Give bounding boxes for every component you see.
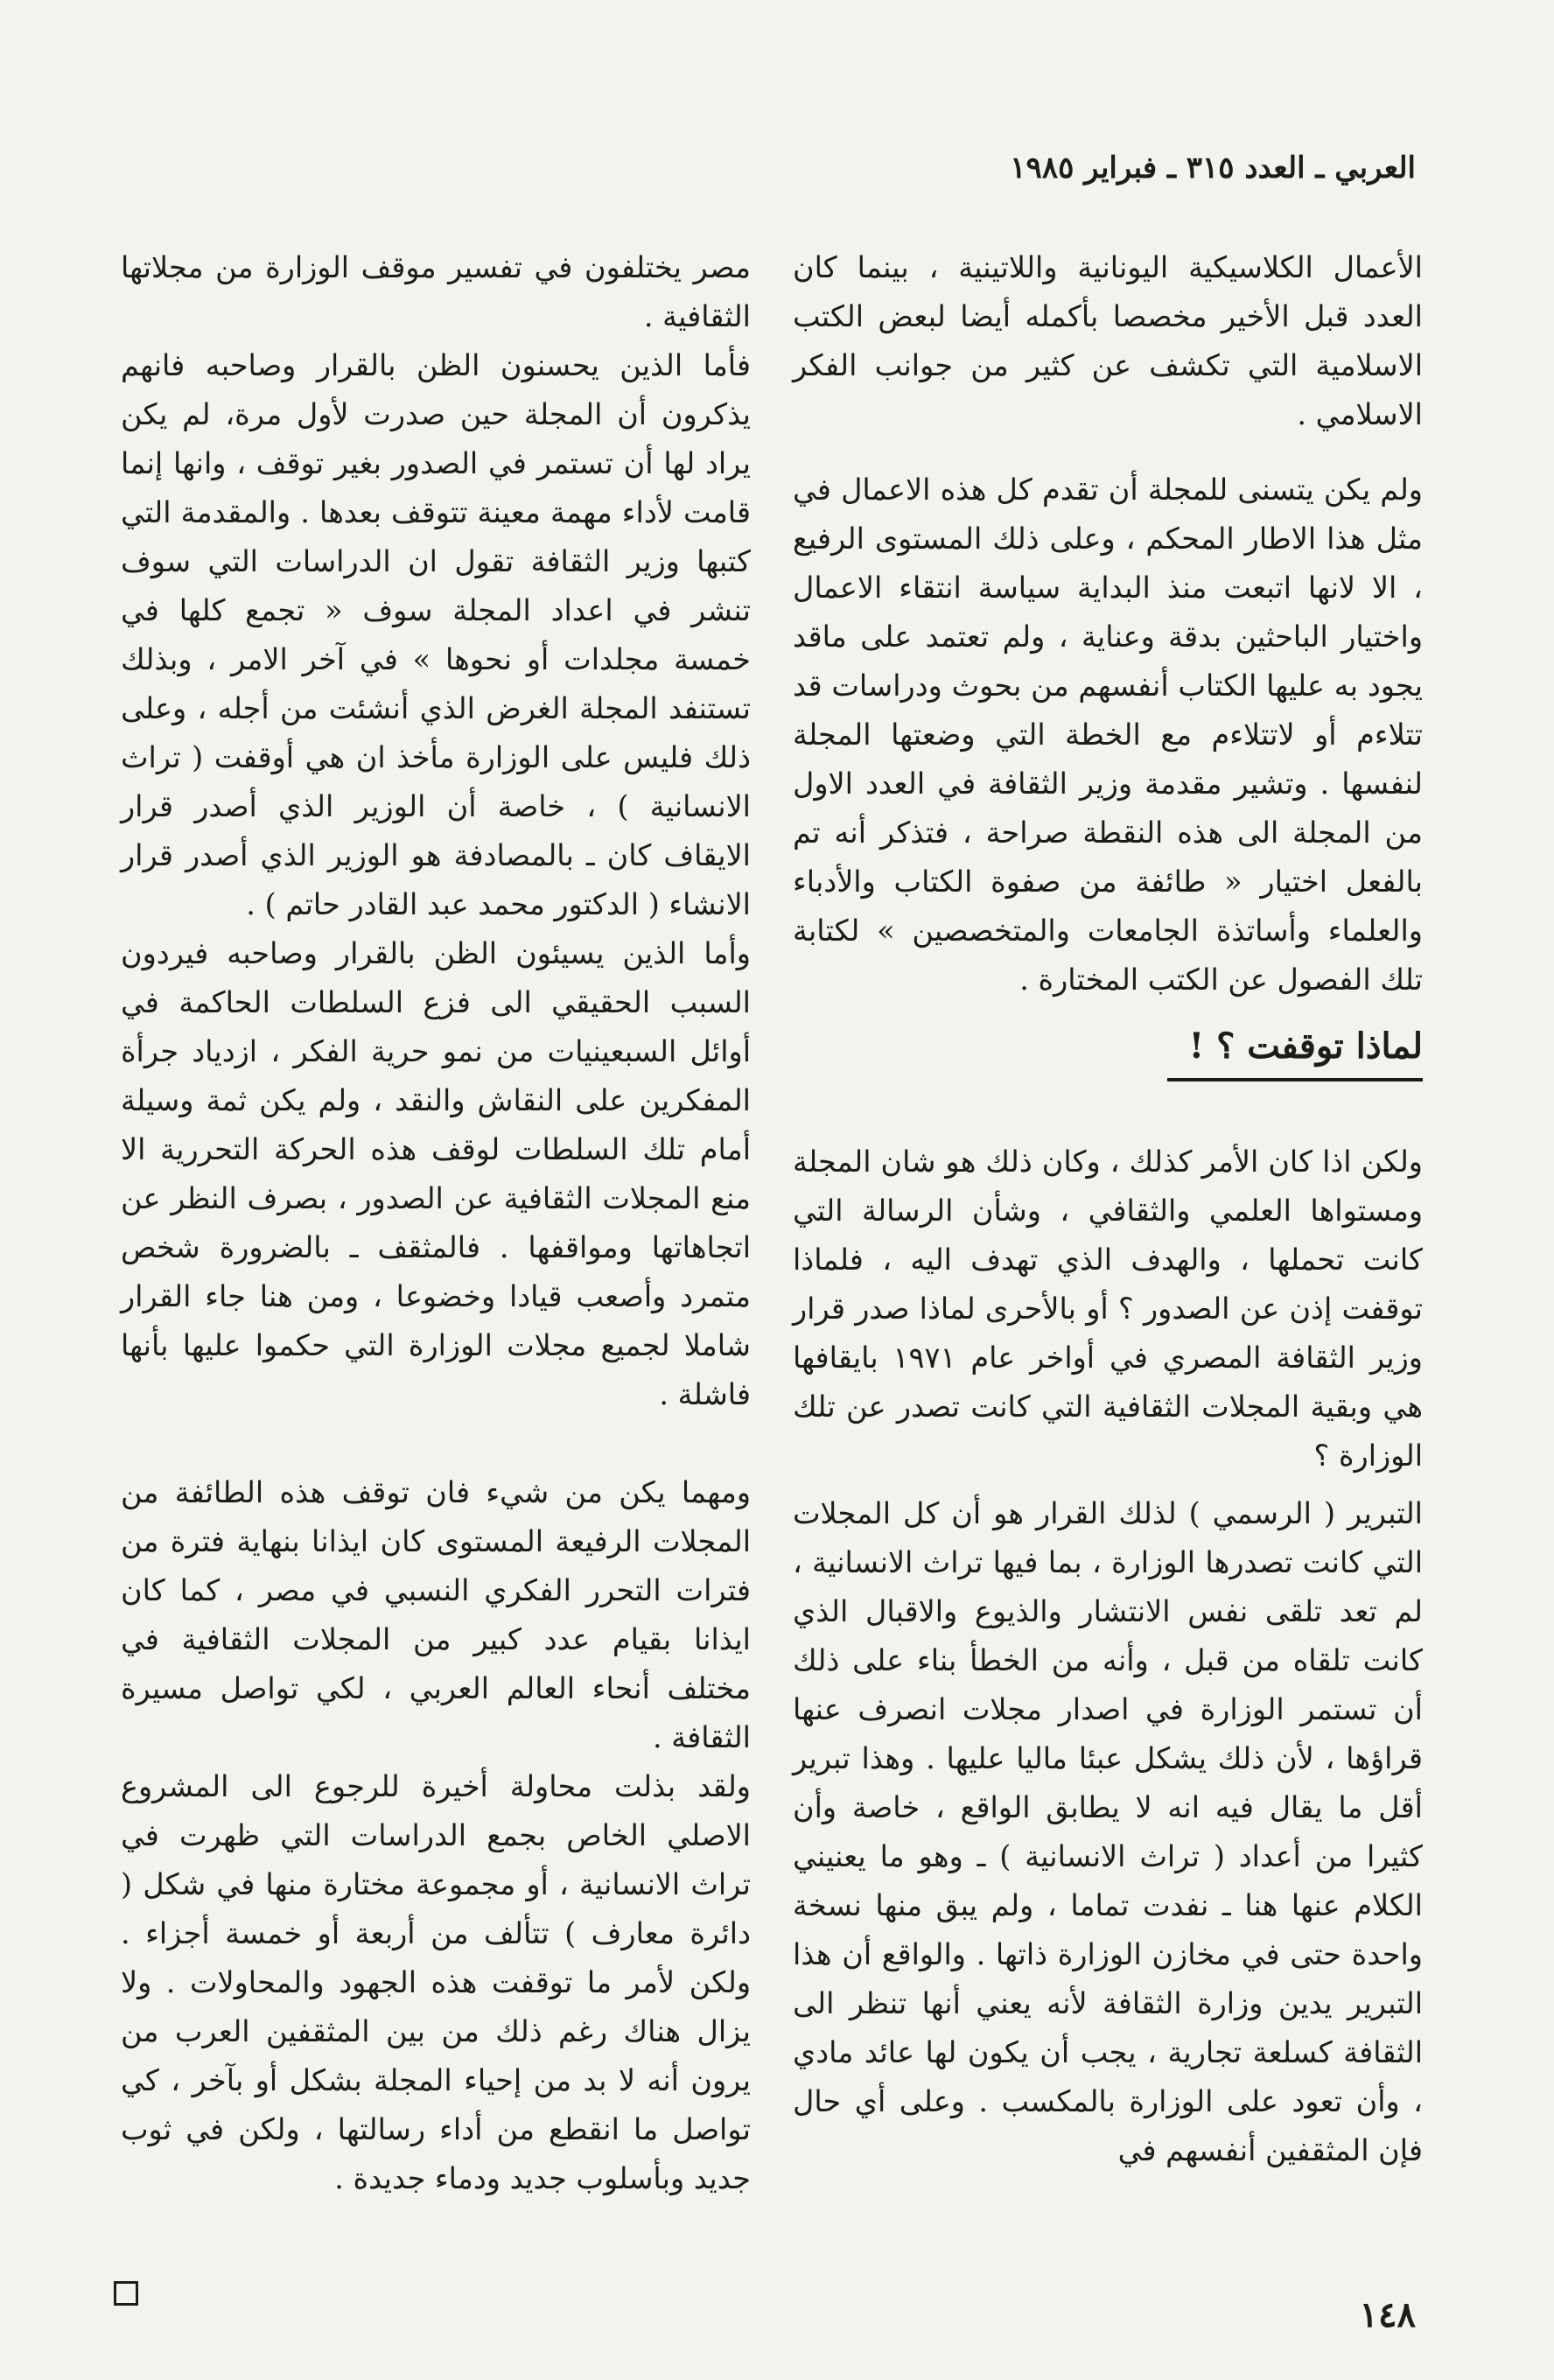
- paragraph: التبرير ( الرسمي ) لذلك القرار هو أن كل المجلات التي كانت تصدرها الوزارة ، بما فيها تراث الانسانية ، لم تعد تلقى نفس الانتشار والذيوع والاقبال الذي كانت تلقاه من قبل ، وأنه من الخطأ بناء على ذلك أن تستمر الوزارة في اصدار مجلات انصرف عنها قراؤها ، لأن ذلك يشكل عبئا ماليا عليها . وهذا تبرير أقل ما يقال فيه انه لا يطابق الواقع ، خاصة وأن كثيرا من أعداد ( تراث الانسانية ) ـ وهو ما يعنيني الكلام عنها هنا ـ نفدت تماما ، ولم يبق منها نسخة واحدة حتى في مخازن الوزارة ذاتها . والواقع أن هذا التبرير يدين وزارة الثقافة لأنه يعني أنها تنظر الى الثقافة كسلعة تجارية ، يجب أن يكون لها عائد مادي ، وأن تعود على الوزارة بالمكسب . وعلى أي حال فإن المثقفين أنفسهم في: [793, 1496, 1423, 2167]
- running-head: العربي ـ العدد ٣١٥ ـ فبراير ١٩٨٥: [1010, 150, 1416, 186]
- paragraph: فأما الذين يحسنون الظن بالقرار وصاحبه فانهم يذكرون أن المجلة حين صدرت لأول مرة، لم يكن يراد لها أن تستمر في الصدور بغير توقف ، وانها إنما قامت لأداء مهمة معينة تتوقف بعدها . والمقدمة التي كتبها وزير الثقافة تقول ان الدراسات التي سوف تنشر في اعداد المجلة سوف « تجمع كلها في خمسة مجلدات أو نحوها » في آخر الامر ، وبذلك تستنفد المجلة الغرض الذي أنشئت من أجله ، وعلى ذلك فليس على الوزارة مأخذ ان هي أوقفت ( تراث الانسانية ) ، خاصة أن الوزير الذي أصدر قرار الايقاف كان ـ بالمصادفة هو الوزير الذي أصدر قرار الانشاء ( الدكتور محمد عبد القادر حاتم ) .: [121, 348, 751, 921]
- paragraph: مصر يختلفون في تفسير موقف الوزارة من مجلاتها الثقافية .: [121, 250, 751, 333]
- paragraph: ولقد بذلت محاولة أخيرة للرجوع الى المشروع الاصلي الخاص بجمع الدراسات التي ظهرت في تراث الانسانية ، أو مجموعة مختارة منها في شكل ( دائرة معارف ) تتألف من أربعة أو خمسة أجزاء . ولكن لأمر ما توقفت هذه الجهود والمحاولات . ولا يزال هناك رغم ذلك من بين المثقفين العرب من يرون أنه لا بد من إحياء المجلة بشكل أو بآخر ، كي تواصل ما انقطع من أداء رسالتها ، ولكن في ثوب جديد وبأسلوب جديد ودماء جديدة .: [121, 1769, 751, 2195]
- paragraph: وأما الذين يسيئون الظن بالقرار وصاحبه فيردون السبب الحقيقي الى فزع السلطات الحاكمة في أوائل السبعينيات من نمو حرية الفكر ، ازدياد جرأة المفكرين على النقاش والنقد ، ولم يكن ثمة وسيلة أمام تلك السلطات لوقف هذه الحركة التحررية الا منع المجلات الثقافية عن الصدور ، بصرف النظر عن اتجاهاتها ومواقفها . فالمثقف ـ بالضرورة شخص متمرد وأصعب قيادا وخضوعا ، ومن هنا جاء القرار شاملا لجميع مجلات الوزارة التي حكموا عليها بأنها فاشلة .: [121, 936, 751, 1411]
- paragraph: الأعمال الكلاسيكية اليونانية واللاتينية ، بينما كان العدد قبل الأخير مخصصا بأكمله أيضا لبعض الكتب الاسلامية التي تكشف عن كثير من جوانب الفكر الاسلامي .: [793, 250, 1423, 431]
- paragraph: ولكن اذا كان الأمر كذلك ، وكان ذلك هو شان المجلة ومستواها العلمي والثقافي ، وشأن الرسالة التي كانت تحملها ، والهدف الذي تهدف اليه ، فلماذا توقفت إذن عن الصدور ؟ أو بالأحرى لماذا صدر قرار وزير الثقافة المصري في أواخر عام ١٩٧١ بايقافها هي وبقية المجلات الثقافية التي كانت تصدر عن تلك الوزارة ؟: [793, 1144, 1423, 1473]
- paragraph: ولم يكن يتسنى للمجلة أن تقدم كل هذه الاعمال في مثل هذا الاطار المحكم ، وعلى ذلك المستوى الرفيع ، الا لانها اتبعت منذ البداية سياسة انتقاء الاعمال واختيار الباحثين بدقة وعناية ، ولم تعتمد على ماقد يجود به عليها الكتاب أنفسهم من بحوث ودراسات قد تتلاءم أو لاتتلاءم مع الخطة التي وضعتها المجلة لنفسها . وتشير مقدمة وزير الثقافة في العدد الاول من المجلة الى هذه النقطة صراحة ، فتذكر أنه تم بالفعل اختيار « طائفة من صفوة الكتاب والأدباء والعلماء وأساتذة الجامعات والمتخصصين » لكتابة تلك الفصول عن الكتب المختارة .: [793, 472, 1423, 997]
- page-number: ١٤٨: [1359, 2294, 1416, 2335]
- left-column: [121, 243, 751, 2203]
- paragraph-gap: [793, 1082, 1423, 1138]
- paragraph-gap: [793, 439, 1423, 466]
- section-heading: لماذا توقفت ؟ !: [1167, 1020, 1423, 1082]
- paragraph: ومهما يكن من شيء فان توقف هذه الطائفة من المجلات الرفيعة المستوى كان ايذانا بنهاية فترة من فترات التحرر الفكري النسبي في مصر ، كما كان ايذانا بقيام عدد كبير من المجلات الثقافية في مختلف أنحاء العالم العربي ، لكي تواصل مسيرة الثقافة .: [121, 1475, 751, 1754]
- paragraph-gap: [121, 1419, 751, 1468]
- paragraph-gap: [793, 1480, 1423, 1489]
- right-column: [793, 243, 1423, 2175]
- end-of-article-square-icon: [114, 2281, 138, 2306]
